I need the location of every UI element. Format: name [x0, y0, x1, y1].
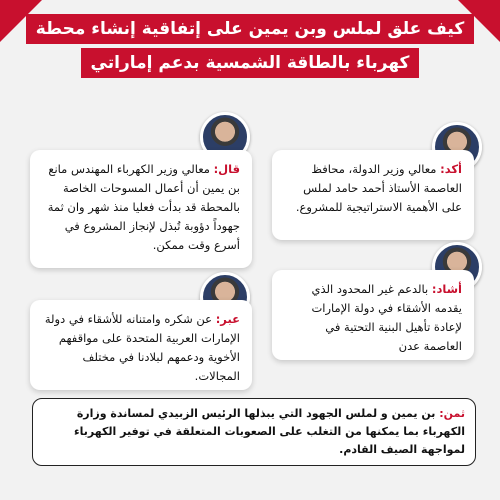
headline-line-2: كهرباء بالطاقة الشمسية بدعم إماراتي [81, 48, 420, 78]
quote-label: أكد: [440, 162, 462, 176]
headline-line-1: كيف علق لملس وبن يمين على إتفاقية إنشاء محطة [26, 14, 475, 44]
quote-label: ثمن: [439, 407, 465, 420]
quote-label: قال: [213, 162, 240, 176]
quote-text: عن شكره وامتنانه للأشقاء في دولة الإمارات العربية المتحدة على مواقفهم الأخوية ودعمهم لبلادنا في مختلف المجالات. [44, 312, 240, 383]
quote-mid-right [272, 270, 474, 360]
quote-bottom [32, 398, 476, 466]
quote-label: أشاد: [431, 282, 462, 296]
quote-text: بن يمين و لملس الجهود التي يبذلها الرئيس الزبيدي لمساندة وزارة الكهرباء بما يمكنها من التغلب على الصعوبات المتعلقة في توفير الكهرباء لمواجهة الصيف القادم. [74, 407, 465, 456]
quote-text: معالي وزير الدولة، محافظ العاصمة الأستاذ أحمد حامد لملس على الأهمية الاستراتيجية للمشروع. [295, 162, 462, 214]
quote-label: عبر: [215, 312, 240, 326]
headline [0, 14, 500, 82]
quote-mid-left [30, 300, 252, 390]
quote-top-right [272, 150, 474, 240]
quote-top-left [30, 150, 252, 268]
quote-text: بالدعم غير المحدود الذي يقدمه الأشقاء في دولة الإمارات لإعادة تأهيل البنية التحتية في العاصمة عدن [311, 282, 462, 353]
quote-text: معالي وزير الكهرباء المهندس مانع بن يمين أن أعمال المسوحات الخاصة بالمحطة قد بدأت فعليا منذ شهر وان ثمة جهوداً دؤوبة تُبذل لإنجاز المشروع في أسرع وقت ممكن. [47, 162, 240, 252]
